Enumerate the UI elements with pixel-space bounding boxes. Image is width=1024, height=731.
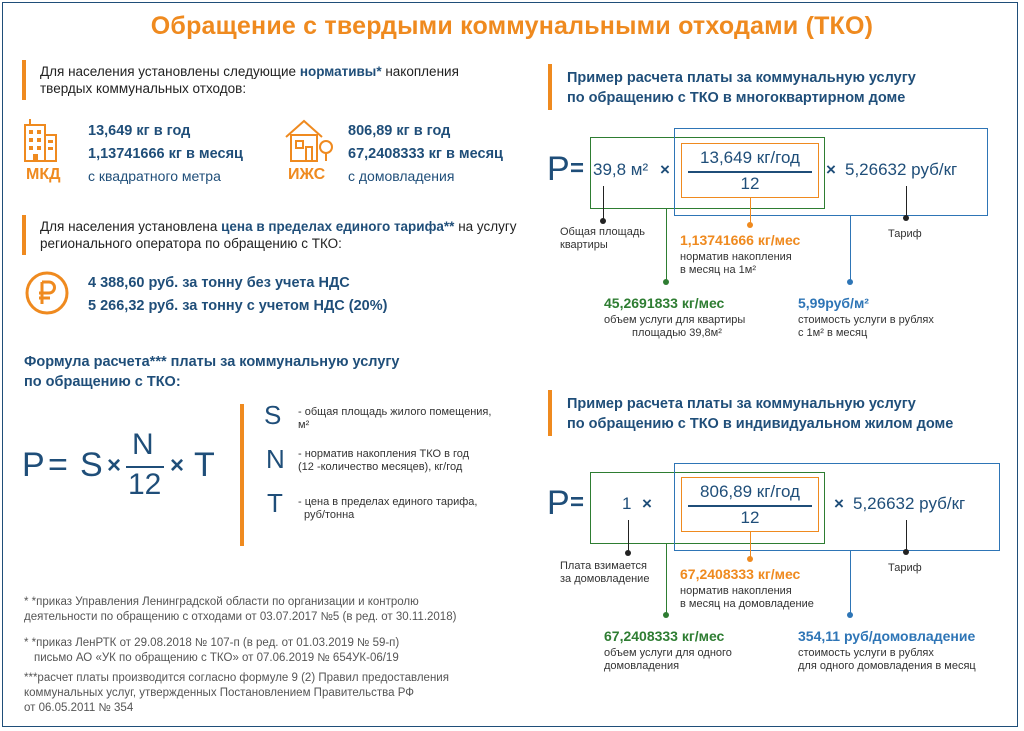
example2-times: × [834, 494, 844, 513]
example2-numerator: 806,89 кг/год [700, 482, 800, 501]
example1-volume-value: 45,2691833 кг/мес [604, 295, 725, 311]
example1-header-line1: Пример расчета платы за коммунальную услугу [567, 70, 916, 86]
footnote-3-line2: коммунальных услуг, утвержденных Постановлением Правительства РФ [24, 687, 415, 699]
example1-volume-dot [663, 279, 669, 285]
example1-cost-pointer [850, 216, 851, 283]
formula-header-line2: по обращению с ТКО: [24, 374, 181, 390]
formula-n: N [132, 428, 154, 461]
footnote-3-line1: ***расчет платы производится согласно формуле 9 (2) Правил предоставления [24, 672, 449, 684]
house-icon [284, 117, 334, 163]
izhs-norm-month: 67,2408333 кг в месяц [348, 146, 503, 162]
example2-volume-pointer [666, 544, 667, 616]
example2-area-label-line1: Плата взимается [560, 560, 648, 572]
example2-volume-value: 67,2408333 кг/мес [604, 628, 725, 644]
example2-volume-text2: домовладения [604, 660, 680, 672]
example2-header-line1: Пример расчета платы за коммунальную услугу [567, 396, 916, 412]
legend-symbol-s: S [264, 400, 282, 430]
example2-area-label-line2: за домовладение [560, 573, 650, 585]
example1-tariff: 5,26632 руб/кг [845, 160, 958, 179]
norms-intro-pre: Для населения установлены следующие [40, 64, 300, 79]
example1-times: × [826, 160, 836, 179]
example1-norm-value: 1,13741666 кг/мес [680, 232, 801, 248]
example2-norm-dot [747, 556, 753, 562]
example2-tariff-label: Тариф [888, 562, 922, 574]
mkd-norms [88, 120, 243, 184]
example2-norm-text2: в месяц на домовладение [680, 598, 814, 610]
footnote-3-line3: от 06.05.2011 № 354 [24, 702, 134, 714]
izhs-norms [348, 120, 503, 184]
legend-text-t-line2: руб/тонна [304, 509, 355, 521]
price-intro-bold: цена в пределах единого тарифа** [221, 219, 455, 234]
footnote-1-line2: деятельности по обращению с отходами от 03.07.2017 №5 (в ред. от 30.11.2018) [24, 611, 457, 623]
example1-accent-bar [548, 64, 552, 110]
footnote-1-line1: * *приказ Управления Ленинградской области по организации и контролю [24, 596, 419, 608]
price-intro [40, 218, 517, 252]
example2-norm-value: 67,2408333 кг/мес [680, 566, 801, 582]
example1-cost-text1: стоимость услуги в рублях [798, 314, 934, 326]
formula-expression [22, 428, 232, 508]
price-intro-pre: Для населения установлена [40, 219, 222, 234]
example2-times: × [642, 494, 652, 513]
example2-area-pointer [628, 520, 629, 554]
legend-text-n-line1: - норматив накопления ТКО в год [298, 448, 470, 460]
example2-norm-text1: норматив накопления [680, 585, 792, 597]
apartment-building-icon [22, 117, 58, 163]
example2-header [567, 394, 953, 434]
example1-volume [604, 295, 745, 340]
example1-times: × [660, 160, 670, 179]
norms-intro-bold: нормативы* [299, 64, 382, 79]
example2-cost-dot [847, 612, 853, 618]
example2-area-label [560, 560, 649, 586]
example1-equals: = [570, 155, 585, 182]
example1-tariff-dot [903, 215, 909, 221]
example1-numerator: 13,649 кг/год [700, 148, 800, 167]
example1-header-line2: по обращению с ТКО в многоквартирном доме [567, 90, 906, 106]
example1-header [567, 68, 916, 108]
formula-header [24, 352, 400, 392]
ruble-icon [24, 270, 70, 316]
legend-accent-bar [240, 404, 244, 546]
footnote-2-line2: письмо АО «УК по обращению с ТКО» от 07.06.2019 № 654УК-06/19 [34, 652, 399, 664]
price-with-vat: 5 266,32 руб. за тонну с учетом НДС (20%) [88, 298, 388, 314]
formula-header-line1: Формула расчета*** платы за коммунальную услугу [24, 354, 400, 370]
example2-volume-text1: объем услуги для одного [604, 647, 732, 659]
example2-area: 1 [622, 494, 632, 513]
example1-area-dot [600, 218, 606, 224]
legend-text-t-line1: - цена в пределах единого тарифа, [298, 496, 478, 508]
norms-intro-post: накопления [381, 64, 459, 79]
example1-denominator: 12 [740, 174, 760, 193]
formula-equals: = [48, 446, 68, 484]
example2-header-line2: по обращению с ТКО в индивидуальном жилом доме [567, 416, 954, 432]
example1-volume-text1: объем услуги для квартиры [604, 314, 746, 326]
example2-tariff: 5,26632 руб/кг [853, 494, 966, 513]
example1-cost-dot [847, 279, 853, 285]
example1-norm-text2: в месяц на 1м² [680, 264, 756, 276]
footnote-3 [24, 671, 449, 716]
example1-area-label [560, 226, 645, 252]
example2-accent-bar [548, 390, 552, 436]
example2-cost-text1: стоимость услуги в рублях [798, 647, 934, 659]
example1-volume-text2: площадью 39,8м² [632, 327, 722, 339]
example1-p: P [547, 150, 570, 188]
legend-text-n [298, 448, 528, 474]
example2-equals: = [570, 489, 585, 516]
example1-cost-text2: с 1м² в месяц [798, 327, 868, 339]
example2-tariff-dot [903, 549, 909, 555]
footnote-2-line1: * *приказ ЛенРТК от 29.08.2018 № 107-п (в ред. от 01.03.2019 № 59-п) [24, 637, 400, 649]
example1-area-label-line1: Общая площадь [560, 226, 645, 238]
price-without-vat: 4 388,60 руб. за тонну без учета НДС [88, 275, 350, 291]
example1-norm-dot [747, 222, 753, 228]
page-title: Обращение с твердыми коммунальными отходами (ТКО) [150, 12, 874, 40]
footnote-1 [24, 595, 456, 625]
price-values [88, 272, 387, 318]
price-intro-post: на услугу [454, 219, 517, 234]
example1-volume-pointer [666, 209, 667, 283]
example2-cost [798, 628, 976, 673]
legend-symbol-t: T [267, 488, 283, 518]
section-accent-bar [22, 215, 26, 255]
example1-area-pointer [603, 186, 604, 222]
norms-intro-line2: твердых коммунальных отходов: [40, 81, 247, 96]
example2-denominator: 12 [740, 508, 760, 527]
example2-cost-text2: для одного домовладения в месяц [798, 660, 976, 672]
example1-fraction-line [688, 171, 812, 173]
mkd-norm-unit: с квадратного метра [88, 168, 221, 184]
legend-text-n-line2: (12 -количество месяцев), кг/год [298, 461, 463, 473]
formula-twelve: 12 [128, 468, 162, 501]
example1-area: 39,8 м² [593, 160, 649, 179]
formula-t: T [194, 446, 215, 484]
formula-times: × [170, 452, 185, 479]
example2-p: P [547, 484, 570, 522]
mkd-norm-month: 1,13741666 кг в месяц [88, 146, 243, 162]
mkd-norm-year: 13,649 кг в год [88, 123, 191, 139]
footnote-2 [24, 636, 399, 666]
legend-text-t [298, 496, 528, 522]
example1-area-label-line2: квартиры [560, 239, 608, 251]
izhs-norm-year: 806,89 кг в год [348, 123, 451, 139]
example1-norm-text1: норматив накопления [680, 251, 792, 263]
example2-norm [680, 566, 814, 611]
example2-volume [604, 628, 732, 673]
izhs-label: ИЖС [288, 166, 326, 183]
legend-text-s [298, 406, 528, 432]
example1-cost [798, 295, 934, 340]
example1-cost-value: 5,99руб/м² [798, 295, 869, 311]
price-intro-line2: регионального оператора по обращению с ТКО: [40, 236, 342, 251]
legend-text-s-line2: м² [298, 419, 310, 431]
formula-s: S [80, 446, 103, 484]
norms-intro [40, 63, 459, 97]
example2-area-dot [625, 550, 631, 556]
formula-p: P [22, 446, 45, 484]
legend-symbol-n: N [266, 444, 285, 474]
section-accent-bar [22, 60, 26, 100]
mkd-label: МКД [26, 166, 61, 183]
example1-norm [680, 232, 800, 277]
izhs-norm-unit: с домовладения [348, 168, 455, 184]
legend-text-s-line1: - общая площадь жилого помещения, [298, 406, 492, 418]
example2-fraction-line [688, 505, 812, 507]
example2-cost-pointer [850, 551, 851, 616]
example2-cost-value: 354,11 руб/домовладение [798, 628, 976, 644]
example2-volume-dot [663, 612, 669, 618]
example1-tariff-label: Тариф [888, 228, 922, 240]
formula-times: × [107, 452, 122, 479]
